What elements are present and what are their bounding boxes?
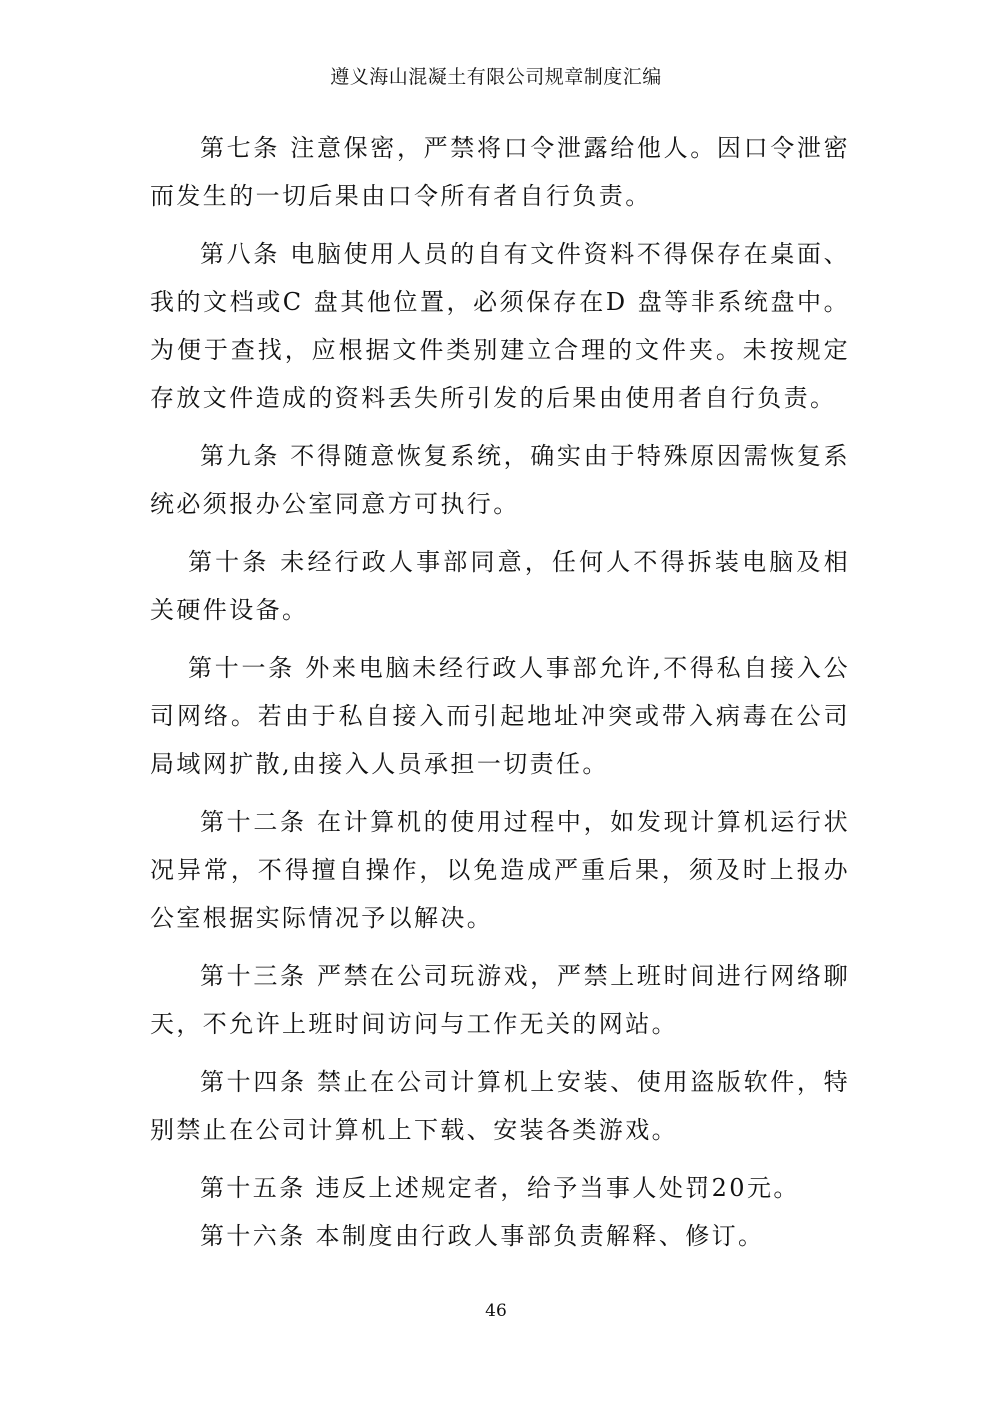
article-10: 第十条 未经行政人事部同意，任何人不得拆装电脑及相关硬件设备。: [150, 548, 850, 624]
article-8: 第八条 电脑使用人员的自有文件资料不得保存在桌面、我的文档或C 盘其他位置，必须保存在D 盘等非系统盘中。为便于查找，应根据文件类别建立合理的文件夹。未按规定存放文件造成的资料丢失所引发的后果由使用者自行负责。: [150, 240, 850, 412]
article-13: 第十三条 严禁在公司玩游戏，严禁上班时间进行网络聊天，不允许上班时间访问与工作无关的网站。: [150, 962, 850, 1038]
document-body: [150, 124, 850, 1260]
article-9: 第九条 不得随意恢复系统，确实由于特殊原因需恢复系统必须报办公室同意方可执行。: [150, 442, 850, 518]
article-11: 第十一条 外来电脑未经行政人事部允许,不得私自接入公司网络。若由于私自接入而引起地址冲突或带入病毒在公司局域网扩散,由接入人员承担一切责任。: [150, 654, 850, 778]
article-14: 第十四条 禁止在公司计算机上安装、使用盗版软件，特别禁止在公司计算机上下载、安装各类游戏。: [150, 1068, 850, 1144]
page-number: 46: [485, 1301, 507, 1321]
article-7: 第七条 注意保密，严禁将口令泄露给他人。因口令泄密而发生的一切后果由口令所有者自行负责。: [150, 134, 850, 210]
article-15: 第十五条 违反上述规定者，给予当事人处罚20元。: [200, 1174, 800, 1202]
article-16: 第十六条 本制度由行政人事部负责解释、修订。: [200, 1222, 765, 1250]
document-header: 遵义海山混凝土有限公司规章制度汇编: [330, 66, 662, 88]
article-12: 第十二条 在计算机的使用过程中，如发现计算机运行状况异常，不得擅自操作，以免造成严重后果，须及时上报办公室根据实际情况予以解决。: [150, 808, 850, 932]
